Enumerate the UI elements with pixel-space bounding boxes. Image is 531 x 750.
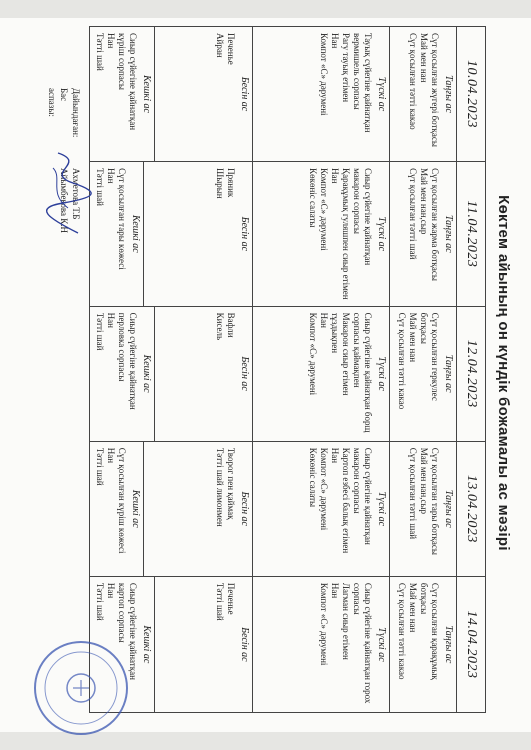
dinner-item: Нан (106, 582, 116, 599)
dinner-section (90, 27, 154, 161)
dinner-item: Тәтті шай (95, 168, 105, 206)
lunch-item: Компот «С» дәрумені (319, 168, 329, 251)
snack-label: Бесін ас (239, 76, 250, 112)
lunch-item: сорпасы қаймақпен (352, 312, 362, 388)
breakfast-label: Таңғы ас (443, 354, 454, 393)
breakfast-label: Таңғы ас (443, 489, 454, 528)
breakfast-item: Сүт қосылған қарақұмық (430, 582, 440, 680)
breakfast-item: Май мен нан (408, 312, 418, 363)
lunch-item: Картоп езбесі балық етімен (341, 447, 351, 554)
handwritten-signature (33, 148, 98, 238)
breakfast-item: Сүт қосылған тәтті какао (408, 33, 418, 130)
dinner-item: Нан (106, 447, 116, 464)
day-date: 13.04.2023 (456, 442, 485, 576)
breakfast-section (389, 27, 456, 161)
lunch-item: Сиыр сүйегіне қайнатқан (363, 168, 373, 266)
snack-item: Творог пен қаймақ (226, 447, 236, 520)
dinner-label: Кешкі ас (141, 354, 152, 393)
snack-label: Бесін ас (239, 356, 250, 391)
breakfast-item: Сүт қосылған геркулес (430, 312, 440, 401)
breakfast-item: Сүт қосылған жарма ботқасы (430, 168, 440, 281)
snack-section (154, 27, 252, 161)
snack-item: Тәтті шай лимонмен (215, 447, 225, 527)
day-column (90, 442, 485, 577)
breakfast-item: Сүт қосылған тары ботқасы (430, 447, 440, 555)
lunch-item: сорпасы (352, 582, 362, 615)
lunch-item: Сиыр сүйегіне қайнатқан борщ (363, 312, 373, 433)
snack-label: Бесін ас (239, 491, 250, 526)
lunch-item: макарон сорпасы (352, 447, 362, 514)
lunch-item: Нан (330, 33, 340, 49)
snack-item: Печенье (226, 582, 236, 615)
lunch-section (252, 442, 389, 576)
breakfast-item: Сүт қосылған жүгері ботқасы (430, 33, 440, 147)
lunch-item: Нан (330, 168, 340, 184)
lunch-item: Нан (319, 312, 329, 328)
snack-label: Бесін ас (239, 216, 250, 252)
dinner-item: Тәтті шай (95, 582, 105, 621)
day-date: 11.04.2023 (456, 162, 485, 306)
day-column (90, 27, 485, 162)
lunch-item: Сиыр сүйегіне қайнатқан горох (363, 582, 373, 704)
breakfast-label: Таңғы ас (443, 214, 454, 253)
dinner-label: Кешкі ас (130, 489, 141, 528)
breakfast-item: ботқасы (419, 312, 429, 344)
rotated-menu-sheet (18, 18, 518, 728)
day-column (90, 162, 485, 307)
dinner-label: Кешкі ас (141, 625, 152, 664)
snack-section (154, 577, 252, 712)
day-date: 12.04.2023 (456, 307, 485, 441)
lunch-section (252, 162, 389, 306)
dinner-section (90, 307, 154, 441)
lunch-section (252, 307, 389, 441)
dinner-item: картоп сорпасы (117, 582, 127, 643)
breakfast-item: Сүт қосылған тәтті какао (397, 312, 407, 410)
lunch-item: Сиыр сүйегіне қайнатқан (363, 447, 373, 545)
dinner-item: Тәтті шай (95, 33, 105, 71)
lunch-item: Көкөніс салаты (308, 168, 318, 228)
lunch-item: Компот «С» дәрумені (319, 33, 329, 116)
snack-item: Шырын (215, 168, 225, 199)
breakfast-item: ботқасы (419, 582, 429, 615)
breakfast-section (389, 577, 456, 712)
lunch-section (252, 577, 389, 712)
dinner-item: Сиыр сүйегіне қайнатқан (128, 312, 138, 410)
dinner-item: Тәтті шай (95, 312, 105, 351)
snack-section (154, 307, 252, 441)
lunch-label: Түскі ас (376, 356, 387, 391)
dinner-label: Кешкі ас (130, 214, 141, 253)
dinner-item: Сиыр сүйегіне қайнатқан (128, 33, 138, 131)
breakfast-item: Май мен нан,сыр (419, 168, 429, 235)
lunch-item: Нан (330, 447, 340, 464)
breakfast-item: Май мен нан,сыр (419, 447, 429, 514)
menu-table (89, 26, 486, 713)
prepared-by-label: Дайындаған: (71, 88, 81, 138)
official-stamp (26, 638, 136, 738)
chef-name: Айымбекова К.Н (59, 168, 69, 234)
breakfast-item: Май мен нан (408, 582, 418, 633)
dinner-item: күріш сорпасы (117, 33, 127, 90)
breakfast-item: Май мен нан (419, 33, 429, 83)
lunch-item: Компот «С» дәрумені (319, 582, 329, 666)
dinner-item: Тәтті шай (95, 447, 105, 486)
snack-section (143, 442, 252, 576)
prepared-by-name: Ахметова Т.Б (71, 168, 81, 220)
lunch-item: вермишель сорпасы (352, 33, 362, 110)
breakfast-label: Таңғы ас (443, 625, 454, 664)
lunch-item: Нан (330, 582, 340, 599)
breakfast-item: Сүт қосылған тәтті шай (408, 168, 418, 260)
document-title: Көктем айының он күндік божамалы ас мәзірі (495, 195, 512, 551)
breakfast-item: Сүт қосылған тәтті шай (408, 447, 418, 540)
snack-item: Айран (215, 33, 225, 58)
scan-edge-top (0, 0, 531, 18)
dinner-item: Сүт қосылған тары көжесі (117, 168, 127, 270)
day-date: 10.04.2023 (456, 27, 485, 161)
snack-item: Пряник (226, 168, 236, 198)
lunch-item: Лагман сиыр етімен (341, 582, 351, 660)
snack-item: Вафли (226, 312, 236, 338)
chef-label: Бас аспазы: (47, 88, 69, 117)
breakfast-item: Сүт қосылған тәтті какао (397, 582, 407, 680)
day-column (90, 307, 485, 442)
lunch-item: макарон сорпасы (352, 168, 362, 234)
dinner-item: Нан (106, 168, 116, 184)
lunch-item: Компот «С» дәрумені (319, 447, 329, 531)
dinner-section (90, 442, 143, 576)
dinner-item: Сиыр сүйегіне қайнатқан (128, 582, 138, 680)
dinner-item: перловка сорпасы (117, 312, 127, 382)
lunch-item: Тауық сүйегіне қайнатқан (363, 33, 373, 133)
lunch-item: Қарақұмық гуляшпен сиыр етімен (341, 168, 351, 300)
dinner-item: Нан (106, 312, 116, 328)
snack-item: Тәтті шай (215, 582, 225, 621)
dinner-item: Нан (106, 33, 116, 49)
lunch-label: Түскі ас (376, 627, 387, 662)
lunch-item: Макарон сиыр етімен (341, 312, 351, 396)
snack-label: Бесін ас (239, 627, 250, 662)
lunch-item: Көкөніс салаты (308, 447, 318, 508)
snack-section (143, 162, 252, 306)
breakfast-section (389, 442, 456, 576)
lunch-label: Түскі ас (376, 491, 387, 527)
dinner-item: Сүт қосылған күріш көжесі (117, 447, 127, 554)
breakfast-section (389, 307, 456, 441)
lunch-label: Түскі ас (376, 216, 387, 252)
day-column (90, 577, 485, 712)
day-date: 14.04.2023 (456, 577, 485, 712)
snack-item: Печенье (226, 33, 236, 65)
snack-item: Кисель (215, 312, 225, 341)
breakfast-section (389, 162, 456, 306)
breakfast-label: Таңғы ас (443, 75, 454, 113)
lunch-item: тұздықпен (330, 312, 340, 354)
lunch-label: Түскі ас (376, 76, 387, 112)
lunch-item: Рагу тауық етімен (341, 33, 351, 103)
lunch-item: Компот «С» дәрумені (308, 312, 318, 396)
dinner-label: Кешкі ас (141, 75, 152, 113)
lunch-section (252, 27, 389, 161)
